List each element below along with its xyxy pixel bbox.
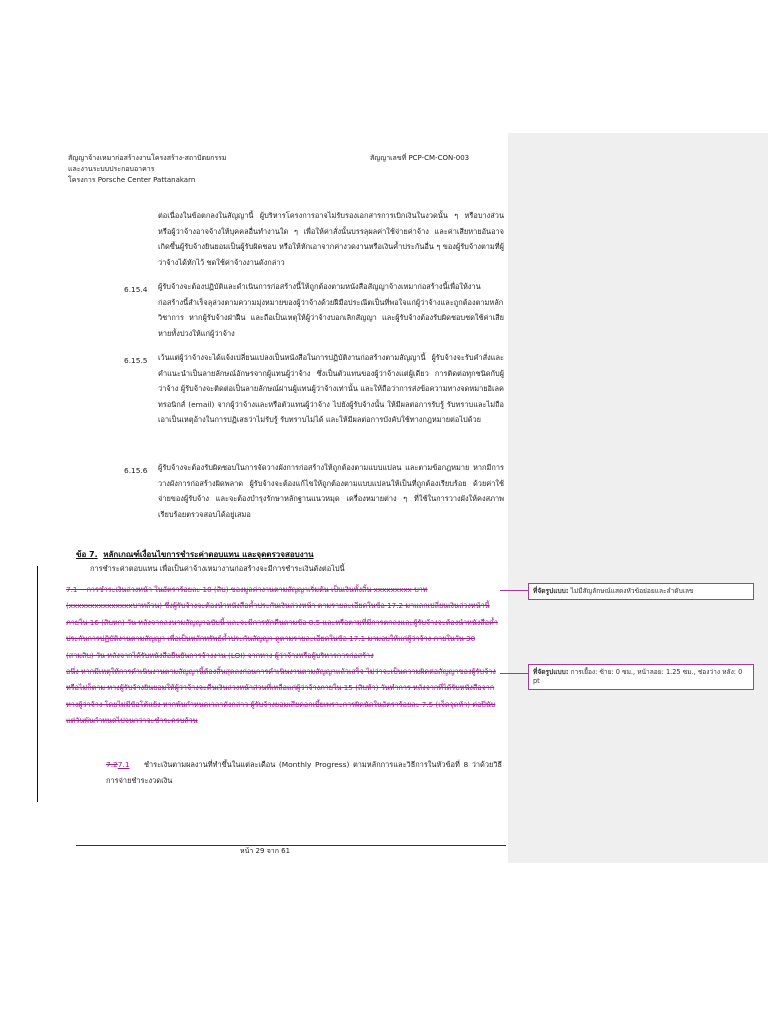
clause-number: 6.15.6 [124, 466, 148, 475]
section-7-label: ข้อ 7. [76, 550, 98, 559]
clause-7-1-text: ชำระเงินตามผลงานที่ทำขึ้นในแต่ละเดือน (Monthly Progress) ตามหลักการและวิธีการในหัวข้อที่ 8 ว่าด้วยวิธีการจ่ายชำระงวดเงิน [106, 760, 502, 785]
comment-text: การเยื้อง: ซ้าย: 0 ซม., หน้าลอย: 1.25 ซม., ช่องว่าง หลัง: 0 pt [533, 668, 743, 685]
header-line-3: โครงการ Porsche Center Pattanakarn [68, 176, 196, 184]
change-bar [37, 566, 38, 802]
clause-text: ผู้รับจ้างจะต้องรับผิดชอบในการจัดวางผังการก่อสร้างให้ถูกต้องตามแบบแปลน และตามข้อกฎหมาย หากมีการวางผังการก่อสร้างผิดพลาด ผู้รับจ้างจะต้องแก้ไขให้ถูกต้องตามแบบแปลนให้เป็นที่ถูกต้องเรียบร้อย ด้วยค่าใช้จ่ายของผู้รับจ้าง และจะต้องบำรุงรักษาหลักฐานแนวหมุด เครื่องหมายต่าง ๆ ที่ใช้ในการวางผังให้คงสภาพเรียบร้อยตรวจสอบได้อยู่เสมอ [158, 463, 504, 519]
deleted-clause-number: 7.1 [66, 585, 78, 594]
section-7-title: หลักเกณฑ์เงื่อนไขการชำระค่าตอบแทน และจุดตรวจสอบงาน [103, 550, 314, 559]
new-clause-number: 7.1 [117, 760, 130, 769]
comment-label: ที่จัดรูปแบบ: [533, 587, 569, 595]
format-comment[interactable] [528, 583, 754, 600]
comment-text: ไม่มีสัญลักษณ์แสดงหัวข้อย่อยและลำดับเลข [570, 587, 694, 595]
clause-number: 6.15.4 [124, 285, 148, 294]
comments-margin [508, 133, 768, 863]
comment-connector [500, 673, 528, 674]
section-7-intro: การชำระค่าตอบแทน เพื่อเป็นค่าจ้างเหมางานก่อสร้างจะมีการชำระเงินดังต่อไปนี้ [90, 564, 345, 573]
deleted-paragraph: อนึ่ง หากมีเหตุให้การดำเนินงานตามสัญญานี้ต้องสิ้นสุดลงก่อนการดำเนินงานตามสัญญาแล้วเสร็จ ไม่ว่าจะเป็นความผิดต่อสัญญาของผู้รับจ้างหรือไม่ก็ตาม ทางผู้รับจ้างยินยอมให้ผู้ว่าจ้างจะคืนเงินล่วงหน้าส่วนที่เหลือแก่ผู้ว่าจ้างภายใน 15 (สิบห้า) วันทำการ หลังจากที่ได้รับหนังสือจากทางผู้ว่าจ้าง โดยไม่มีข้อโต้แย้ง หากพ้นกำหนดเวลาดังกล่าว ผู้รับจ้างยอมเสียดอกเบี้ยเพราะการผิดนัดในอัตราร้อยละ 7.5 (เจ็ดจุดห้า) ต่อปีนับแต่วันพ้นกำหนดไปจนกว่าจะชำระครบถ้วน [66, 667, 496, 726]
comment-connector [500, 590, 528, 591]
deleted-clause-text: การชำระเงินล่วงหน้า ในอัตราร้อยละ 10 (สิบ) ของมูลค่างานตามสัญญาเริ่มต้น เป็นเงินทั้งสิ้น xxxxxxxxx บาท (xxxxxxxxxxxxxxxบาทถ้วน) ซึ่งผู้รับจ้างจะต้องนำหนังสือค้ำประกันเงินล่วงหน้า ตามรายละเอียดในข้อ 17.2 มาแลกเปลี่ยนเงินล่วงหน้านี้ ภายใน 16 (สิบหก) วัน หลังจากลงนามสัญญาฉบับนี้ และจะมีการหักคืนตามข้อ 8.5 และหรือตามที่มีการตกลงและผู้รับจ้างจะต้องนำหนังสือค้ำประกันการปฏิบัติงานตามสัญญา เพื่อเป็นหลักทรัพย์ค้ำประกันสัญญา ดูตามรายละเอียดในข้อ 17.1 มามอบให้แก่ผู้ว่าจ้าง ภายในวัน 30 (สามสิบ) วัน หลังจากได้รับหนังสือยืนยันการจ้างงาน (LOI) จากทาง ผู้ว่าจ้างหรือผู้บริหารการก่อสร้าง [66, 585, 498, 660]
clause-number: 6.15.5 [124, 356, 148, 365]
format-comment[interactable] [528, 664, 754, 690]
comment-label: ที่จัดรูปแบบ: [533, 668, 569, 676]
clause-7-1 [106, 757, 502, 788]
clause-text: เว้นแต่ผู้ว่าจ้างจะได้แจ้งเปลี่ยนแปลงเป็นหนังสือในการปฏิบัติงานก่อสร้างตามสัญญานี้ ผู้รับจ้างจะรับคำสั่งและคำแนะนำเป็นลายลักษณ์อักษรจากผู้แทนผู้ว่าจ้าง ซึ่งเป็นตัวแทนของผู้ว่าจ้างแต่ผู้เดียว การติดต่อทุกชนิดกับผู้ว่าจ้าง ผู้รับจ้างจะติดต่อเป็นลายลักษณ์ผ่านผู้แทนผู้ว่าจ้างเท่านั้น และให้ถือว่าการส่งข้อความทางจดหมายอิเลคทรอนิกส์ (email) จากผู้ว่าจ้างและหรือตัวแทนผู้ว่าจ้าง ไปยังผู้รับจ้างนั้น ให้มีผลต่อการรับรู้ รับทราบและไม่ถือเอาเป็นเหตุอ้างในการปฏิเสธว่าไม่รับรู้ รับทราบไม่ได้ และให้มีผลต่อการบังคับใช้ทางกฎหมายต่อไปด้วย [158, 353, 504, 425]
header-line-1: สัญญาจ้างเหมาก่อสร้างงานโครงสร้าง-สถาปัตยกรรม [68, 154, 227, 162]
footer-rule [76, 845, 506, 846]
clause-text: ผู้รับจ้างจะต้องปฏิบัติและดำเนินการก่อสร้างนี้ให้ถูกต้องตามหนังสือสัญญาจ้างเหมาก่อสร้างนี้เพื่อให้งานก่อสร้างนี้สำเร็จลุล่วงตามความมุ่งหมายของผู้ว่าจ้างด้วยฝีมือประณีตเป็นที่พอใจแก่ผู้ว่าจ้างและถูกต้องตามหลักวิชาการ หากผู้รับจ้างฝ่าฝืน และถือเป็นเหตุให้ผู้ว่าจ้างบอกเลิกสัญญา และผู้รับจ้างต้องรับผิดชอบชดใช้ค่าเสียหายทั้งปวงให้แก่ผู้ว่าจ้าง [158, 282, 504, 338]
old-clause-number: 7.2 [106, 760, 118, 769]
section-7-heading [76, 548, 314, 561]
deleted-clause-7-1 [66, 582, 500, 664]
header-line-2: และงานระบบประกอบอาคาร [68, 165, 155, 173]
header-project-title [68, 153, 227, 186]
intro-paragraph: ต่อเนื่องในข้อตกลงในสัญญานี้ ผู้บริหารโครงการอาจไม่รับรองเอกสารการเบิกเงินในงวดนั้น ๆ หรือบางส่วนหรือผู้ว่าจ้างอาจจ้างให้บุคคลอื่นทำงานใด ๆ เพื่อให้ค่าสั่งนั้นบรรลุผลค่าใช้จ่ายค่าจ้าง และค่าเสียหายอันอาจเกิดขึ้นผู้รับจ้างยินยอมเป็นผู้รับผิดชอบ หรือให้หักเอาจากค่างวดงานหรือเงินค้ำประกันอื่น ๆ ของผู้รับจ้างตามที่ผู้ว่าจ้างได้หักไว้ ชดใช้ค่าจ้างงานดังกล่าว [158, 211, 504, 267]
page-number: หน้า 29 จาก 61 [240, 847, 291, 855]
header-contract-number: สัญญาเลขที่ PCP-CM-CON-003 [370, 154, 470, 162]
